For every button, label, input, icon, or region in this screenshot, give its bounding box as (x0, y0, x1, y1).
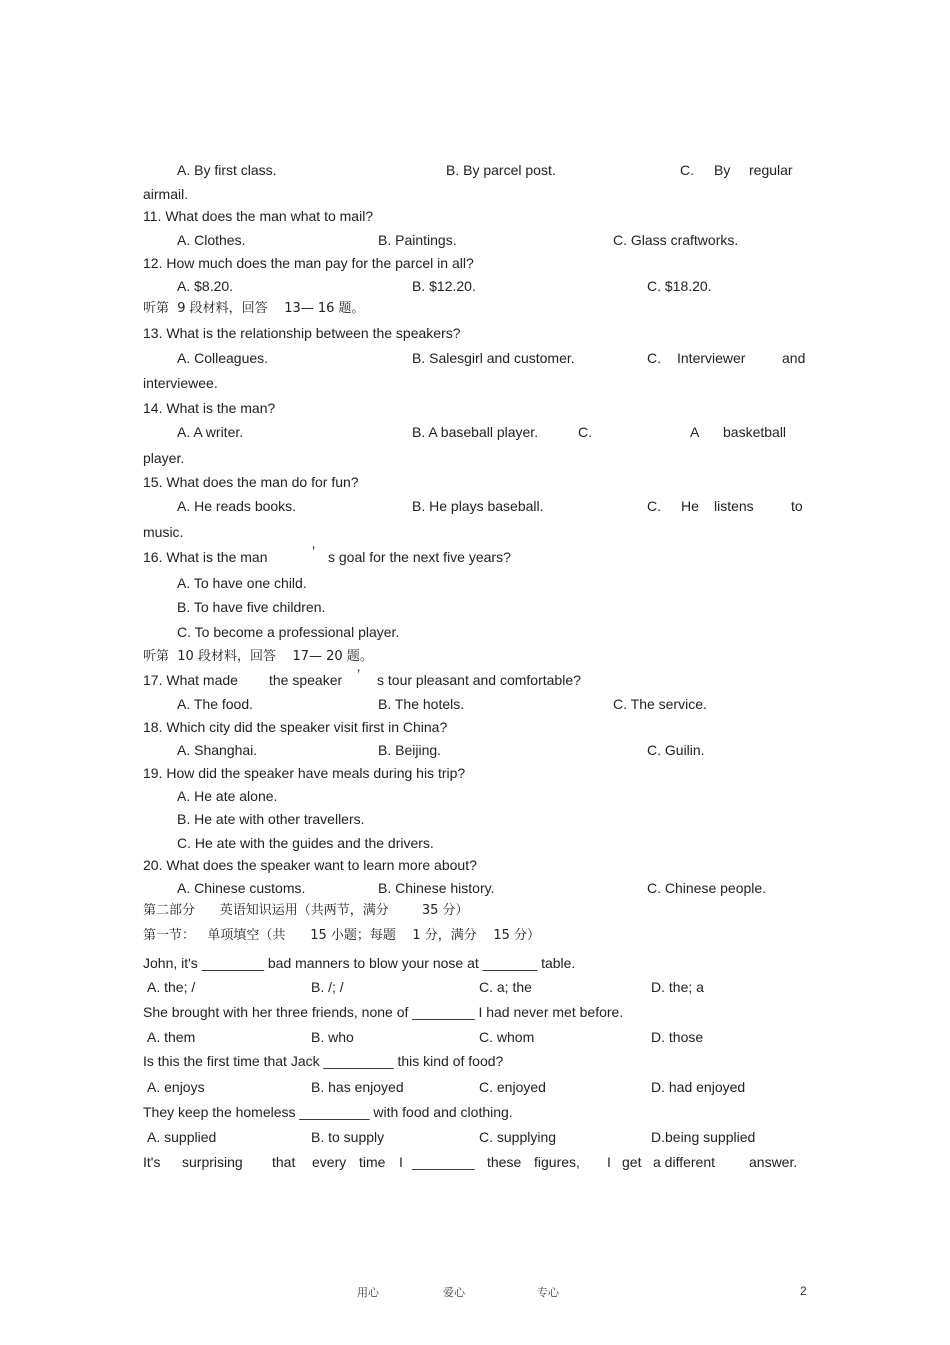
g2-stem: She brought with her three friends, none of ________ I had never met before. (143, 1004, 624, 1020)
q16-stem-part1: 16. What is the man (143, 549, 268, 565)
q14-option-b: B. A baseball player. (412, 424, 539, 440)
q17-apostrophe: ’ (357, 666, 361, 682)
g5-word-10: I (607, 1154, 611, 1170)
q11-option-b: B. Paintings. (378, 232, 457, 248)
part-2-heading: 第二部分 英语知识运用（共两节，满分 35 分） (143, 903, 469, 918)
q17-option-b: B. The hotels. (378, 696, 465, 712)
g5-word-12: a different (653, 1154, 716, 1170)
q13-stem: 13. What is the relationship between the speakers? (143, 325, 461, 341)
page-number: 2 (800, 1284, 807, 1298)
q16-option-b: B. To have five children. (177, 599, 326, 615)
g1-option-d: D. the; a (651, 979, 704, 995)
q20-option-a: A. Chinese customs. (177, 880, 306, 896)
q15-option-c-word1: He (681, 498, 699, 514)
g5-word-6: I (399, 1154, 403, 1170)
q16-option-a: A. To have one child. (177, 575, 307, 591)
q15-option-c-word2: listens (714, 498, 754, 514)
q10-option-c-label: C. (680, 162, 694, 178)
q11-option-c: C. Glass craftworks. (613, 232, 739, 248)
g3-option-d: D. had enjoyed (651, 1079, 746, 1095)
q13-option-c-cont: interviewee. (143, 375, 218, 391)
q10-option-c-word1: By (714, 162, 731, 178)
q10-option-c-cont: airmail. (143, 186, 189, 202)
g4-stem: They keep the homeless _________ with food and clothing. (143, 1104, 513, 1120)
q10-option-b: B. By parcel post. (446, 162, 556, 178)
g2-option-a: A. them (147, 1029, 196, 1045)
g3-stem: Is this the first time that Jack _________ this kind of food? (143, 1053, 504, 1069)
q13-option-c-word2: and (782, 350, 806, 366)
q13-option-c-word1: Interviewer (677, 350, 746, 366)
q19-option-b: B. He ate with other travellers. (177, 811, 365, 827)
g2-option-b: B. who (311, 1029, 354, 1045)
footer-text-1: 用心 (357, 1286, 379, 1299)
g5-blank: ________ (412, 1154, 475, 1170)
q12-option-a: A. $8.20. (177, 278, 234, 294)
q10-option-a: A. By first class. (177, 162, 277, 178)
q11-option-a: A. Clothes. (177, 232, 246, 248)
g1-option-b: B. /; / (311, 979, 344, 995)
q18-option-a: A. Shanghai. (177, 742, 258, 758)
q14-option-c-word2: basketball (723, 424, 787, 440)
q17-stem-part3: s tour pleasant and comfortable? (377, 672, 581, 688)
g5-word-4: every (312, 1154, 347, 1170)
q10-option-c-word2: regular (749, 162, 793, 178)
q20-option-c: C. Chinese people. (647, 880, 767, 896)
q18-stem: 18. Which city did the speaker visit first in China? (143, 719, 448, 735)
g4-option-c: C. supplying (479, 1129, 557, 1145)
g4-option-d: D.being supplied (651, 1129, 756, 1145)
q14-option-c-cont: player. (143, 450, 185, 466)
q20-stem: 20. What does the speaker want to learn more about? (143, 857, 477, 873)
g5-word-13: answer. (749, 1154, 798, 1170)
q19-stem: 19. How did the speaker have meals during his trip? (143, 765, 466, 781)
q13-option-a: A. Colleagues. (177, 350, 269, 366)
q17-stem-part2: the speaker (269, 672, 343, 688)
q15-option-c-cont: music. (143, 524, 184, 540)
g5-word-8: these (487, 1154, 522, 1170)
q17-option-a: A. The food. (177, 696, 254, 712)
section-10-heading: 听第 10 段材料，回答 17— 20 题。 (143, 649, 373, 664)
q14-stem: 14. What is the man? (143, 400, 276, 416)
q16-option-c: C. To become a professional player. (177, 624, 400, 640)
q16-apostrophe: ’ (312, 543, 316, 559)
g3-option-c: C. enjoyed (479, 1079, 546, 1095)
q18-option-b: B. Beijing. (378, 742, 442, 758)
q14-option-a: A. A writer. (177, 424, 244, 440)
g4-option-a: A. supplied (147, 1129, 217, 1145)
q15-option-a: A. He reads books. (177, 498, 297, 514)
q18-option-c: C. Guilin. (647, 742, 705, 758)
q15-option-b: B. He plays baseball. (412, 498, 544, 514)
q15-option-c-label: C. (647, 498, 661, 514)
q12-option-b: B. $12.20. (412, 278, 476, 294)
g1-stem: John, it's ________ bad manners to blow your nose at _______ table. (143, 955, 576, 971)
g5-word-11: get (622, 1154, 642, 1170)
q19-option-c: C. He ate with the guides and the drivers. (177, 835, 434, 851)
g2-option-d: D. those (651, 1029, 704, 1045)
footer-text-3: 专心 (537, 1286, 559, 1299)
q14-option-c-label: C. (578, 424, 592, 440)
q14-option-c-word1: A (690, 424, 700, 440)
q11-stem: 11. What does the man what to mail? (143, 208, 374, 224)
q12-stem: 12. How much does the man pay for the parcel in all? (143, 255, 474, 271)
footer-text-2: 爱心 (443, 1286, 465, 1299)
g5-word-5: time (359, 1154, 386, 1170)
g5-word-9: figures, (534, 1154, 580, 1170)
q13-option-c-label: C. (647, 350, 661, 366)
q17-stem-part1: 17. What made (143, 672, 238, 688)
g2-option-c: C. whom (479, 1029, 535, 1045)
g3-option-b: B. has enjoyed (311, 1079, 404, 1095)
q19-option-a: A. He ate alone. (177, 788, 278, 804)
q12-option-c: C. $18.20. (647, 278, 712, 294)
g1-option-a: A. the; / (147, 979, 196, 995)
q17-option-c: C. The service. (613, 696, 707, 712)
section-1-heading: 第一节： 单项填空（共 15 小题；每题 1 分，满分 15 分） (143, 928, 541, 943)
g3-option-a: A. enjoys (147, 1079, 205, 1095)
g5-word-2: surprising (182, 1154, 243, 1170)
q15-option-c-word3: to (791, 498, 803, 514)
q15-stem: 15. What does the man do for fun? (143, 474, 359, 490)
g5-word-1: It's (143, 1154, 161, 1170)
g4-option-b: B. to supply (311, 1129, 385, 1145)
g1-option-c: C. a; the (479, 979, 532, 995)
q20-option-b: B. Chinese history. (378, 880, 495, 896)
g5-word-3: that (272, 1154, 296, 1170)
section-9-heading: 听第 9 段材料，回答 13— 16 题。 (143, 301, 365, 316)
q16-stem-part2: s goal for the next five years? (328, 549, 511, 565)
q13-option-b: B. Salesgirl and customer. (412, 350, 575, 366)
